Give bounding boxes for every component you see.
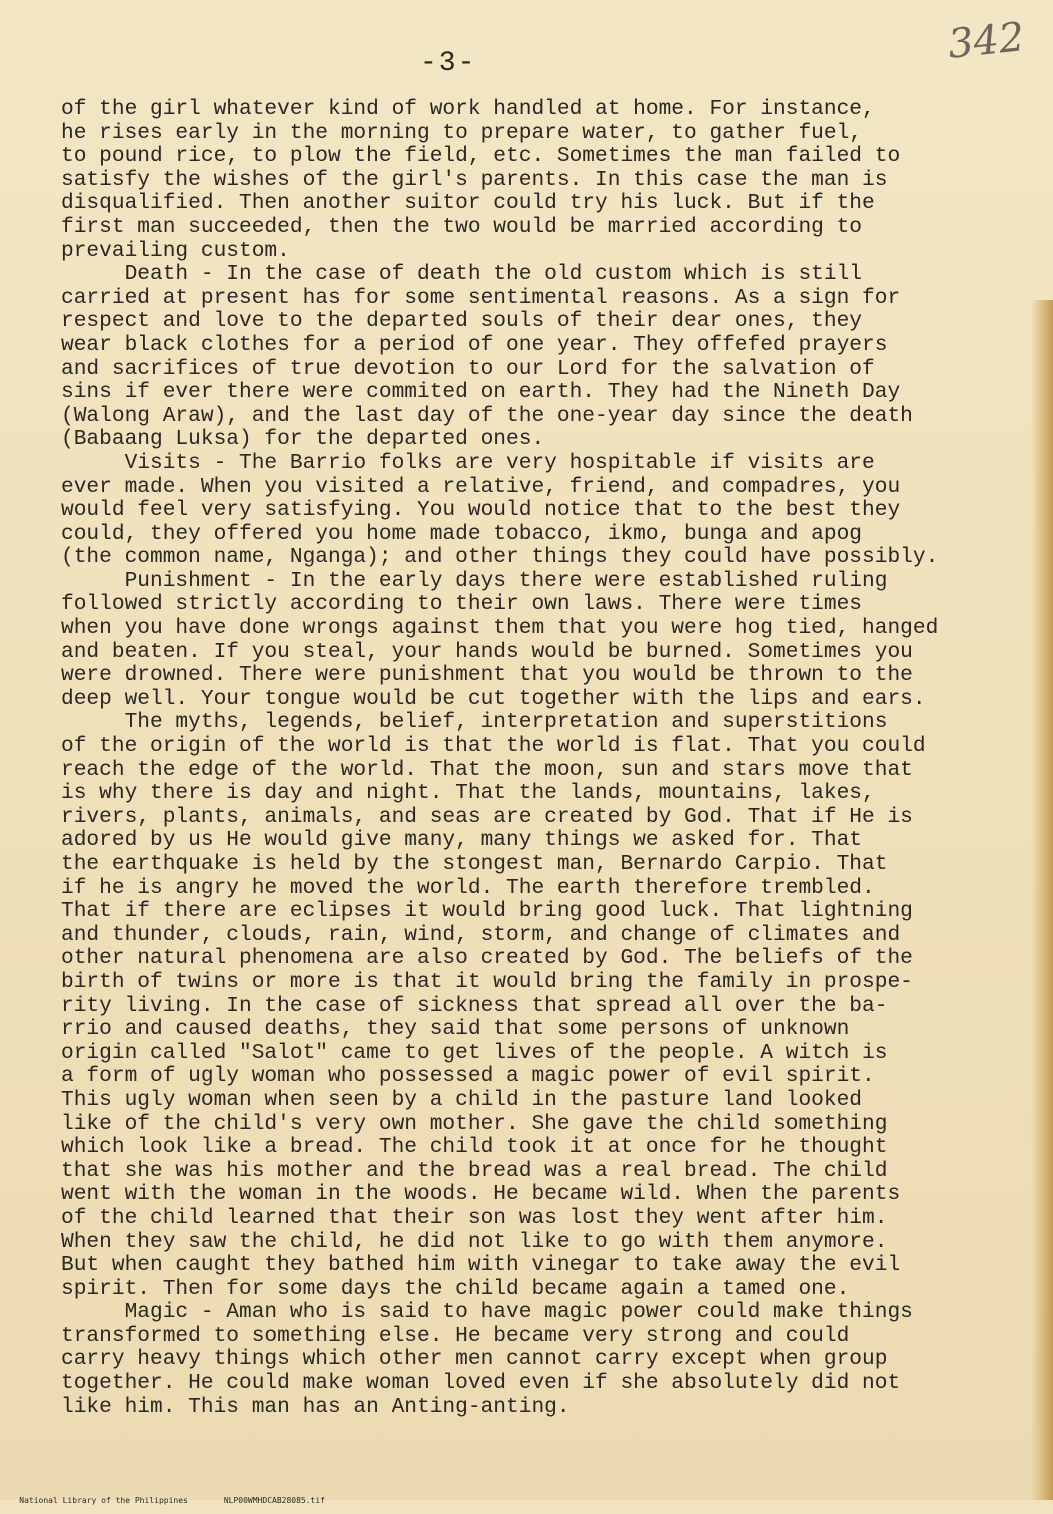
text-line: when you have done wrongs against them that you were hog tied, hanged [61, 616, 939, 641]
text-line: together. He could make woman loved even if she absolutely did not [61, 1371, 901, 1396]
text-line: to pound rice, to plow the field, etc. Sometimes the man failed to [61, 144, 901, 169]
text-line: Visits - The Barrio folks are very hospitable if visits are [61, 450, 875, 475]
text-line: adored by us He would give many, many things we asked for. That [61, 828, 863, 853]
text-line: Magic - Aman who is said to have magic power could make things [61, 1300, 913, 1325]
text-line: like of the child's very own mother. She gave the child something [61, 1111, 888, 1136]
text-line: followed strictly according to their own laws. There were times [61, 592, 863, 617]
text-line: ever made. When you visited a relative, friend, and compadres, you [61, 474, 901, 499]
text-line: he rises early in the morning to prepare water, to gather fuel, [61, 120, 863, 145]
text-line: that she was his mother and the bread was a real bread. The child [61, 1158, 888, 1183]
text-line: other natural phenomena are also created by God. The beliefs of the [61, 946, 913, 971]
text-line: could, they offered you home made tobacco, ikmo, bunga and apog [61, 521, 863, 546]
typewritten-body [61, 98, 1051, 1419]
text-line: and thunder, clouds, rain, wind, storm, and change of climates and [61, 922, 901, 947]
text-line: origin called "Salot" came to get lives of the people. A witch is [61, 1040, 888, 1065]
text-line: spirit. Then for some days the child became again a tamed one. [61, 1276, 850, 1301]
text-line: carried at present has for some sentimental reasons. As a sign for [61, 285, 901, 310]
text-line: first man succeeded, then the two would be married according to [61, 214, 863, 239]
scan-footer [0, 1487, 361, 1514]
footer-file-name: NLP00WMHDCAB28085.tif [223, 1496, 325, 1505]
text-line: of the girl whatever kind of work handled at home. For instance, [61, 97, 875, 121]
text-line: rity living. In the case of sickness that spread all over the ba- [61, 993, 888, 1018]
text-line: But when caught they bathed him with vinegar to take away the evil [61, 1253, 901, 1278]
text-line: carry heavy things which other men cannot carry except when group [61, 1347, 888, 1372]
text-line: respect and love to the departed souls of their dear ones, they [61, 309, 863, 334]
text-line: were drowned. There were punishment that you would be thrown to the [61, 663, 913, 688]
text-line: the earthquake is held by the stongest man, Bernardo Carpio. That [61, 852, 888, 876]
text-line: rrio and caused deaths, they said that some persons of unknown [61, 1017, 850, 1042]
text-line: went with the woman in the woods. He became wild. When the parents [61, 1182, 901, 1207]
text-line: sins if ever there were commited on earth. They had the Nineth Day [61, 380, 901, 405]
text-line: is why there is day and night. That the lands, mountains, lakes, [61, 781, 875, 806]
text-line: The myths, legends, belief, interpretation and superstitions [61, 710, 888, 735]
text-line: Death - In the case of death the old custom which is still [61, 262, 863, 287]
text-line: deep well. Your tongue would be cut together with the lips and ears. [61, 686, 926, 711]
page-number: -3- [420, 48, 477, 79]
text-line: disqualified. Then another suitor could try his luck. But if the [61, 191, 875, 216]
text-line: which look like a bread. The child took it at once for he thought [61, 1135, 888, 1160]
text-line: When they saw the child, he did not like to go with them anymore. [61, 1229, 888, 1254]
text-line: transformed to something else. He became very strong and could [61, 1323, 850, 1348]
text-line: reach the edge of the world. That the moon, sun and stars move that [61, 757, 913, 782]
text-line: would feel very satisfying. You would notice that to the best they [61, 498, 901, 523]
text-line: That if there are eclipses it would bring good luck. That lightning [61, 899, 913, 924]
text-line: a form of ugly woman who possessed a magic power of evil spirit. [61, 1064, 875, 1089]
text-line: of the child learned that their son was lost they went after him. [61, 1205, 888, 1230]
text-line: like him. This man has an Anting-anting. [61, 1394, 570, 1419]
text-line: of the origin of the world is that the world is flat. That you could [61, 734, 926, 759]
text-line: (Walong Araw), and the last day of the one-year day since the death [61, 403, 913, 428]
text-line: satisfy the wishes of the girl's parents. In this case the man is [61, 167, 888, 192]
text-line: (Babaang Luksa) for the departed ones. [61, 427, 545, 452]
text-line: wear black clothes for a period of one year. They offefed prayers [61, 332, 888, 357]
text-line: This ugly woman when seen by a child in the pasture land looked [61, 1087, 863, 1112]
text-line: Punishment - In the early days there were established ruling [61, 568, 888, 593]
footer-library-name: National Library of the Philippines [19, 1496, 188, 1505]
text-line: birth of twins or more is that it would bring the family in prospe- [61, 969, 913, 994]
text-line: prevailing custom. [61, 238, 290, 263]
text-line: (the common name, Nganga); and other things they could have possibly. [61, 545, 939, 570]
text-line: and sacrifices of true devotion to our Lord for the salvation of [61, 356, 875, 381]
handwritten-folio-number: 342 [945, 14, 1027, 68]
text-line: if he is angry he moved the world. The earth therefore trembled. [61, 875, 875, 900]
text-line: rivers, plants, animals, and seas are created by God. That if He is [61, 804, 913, 829]
text-line: and beaten. If you steal, your hands would be burned. Sometimes you [61, 639, 913, 664]
